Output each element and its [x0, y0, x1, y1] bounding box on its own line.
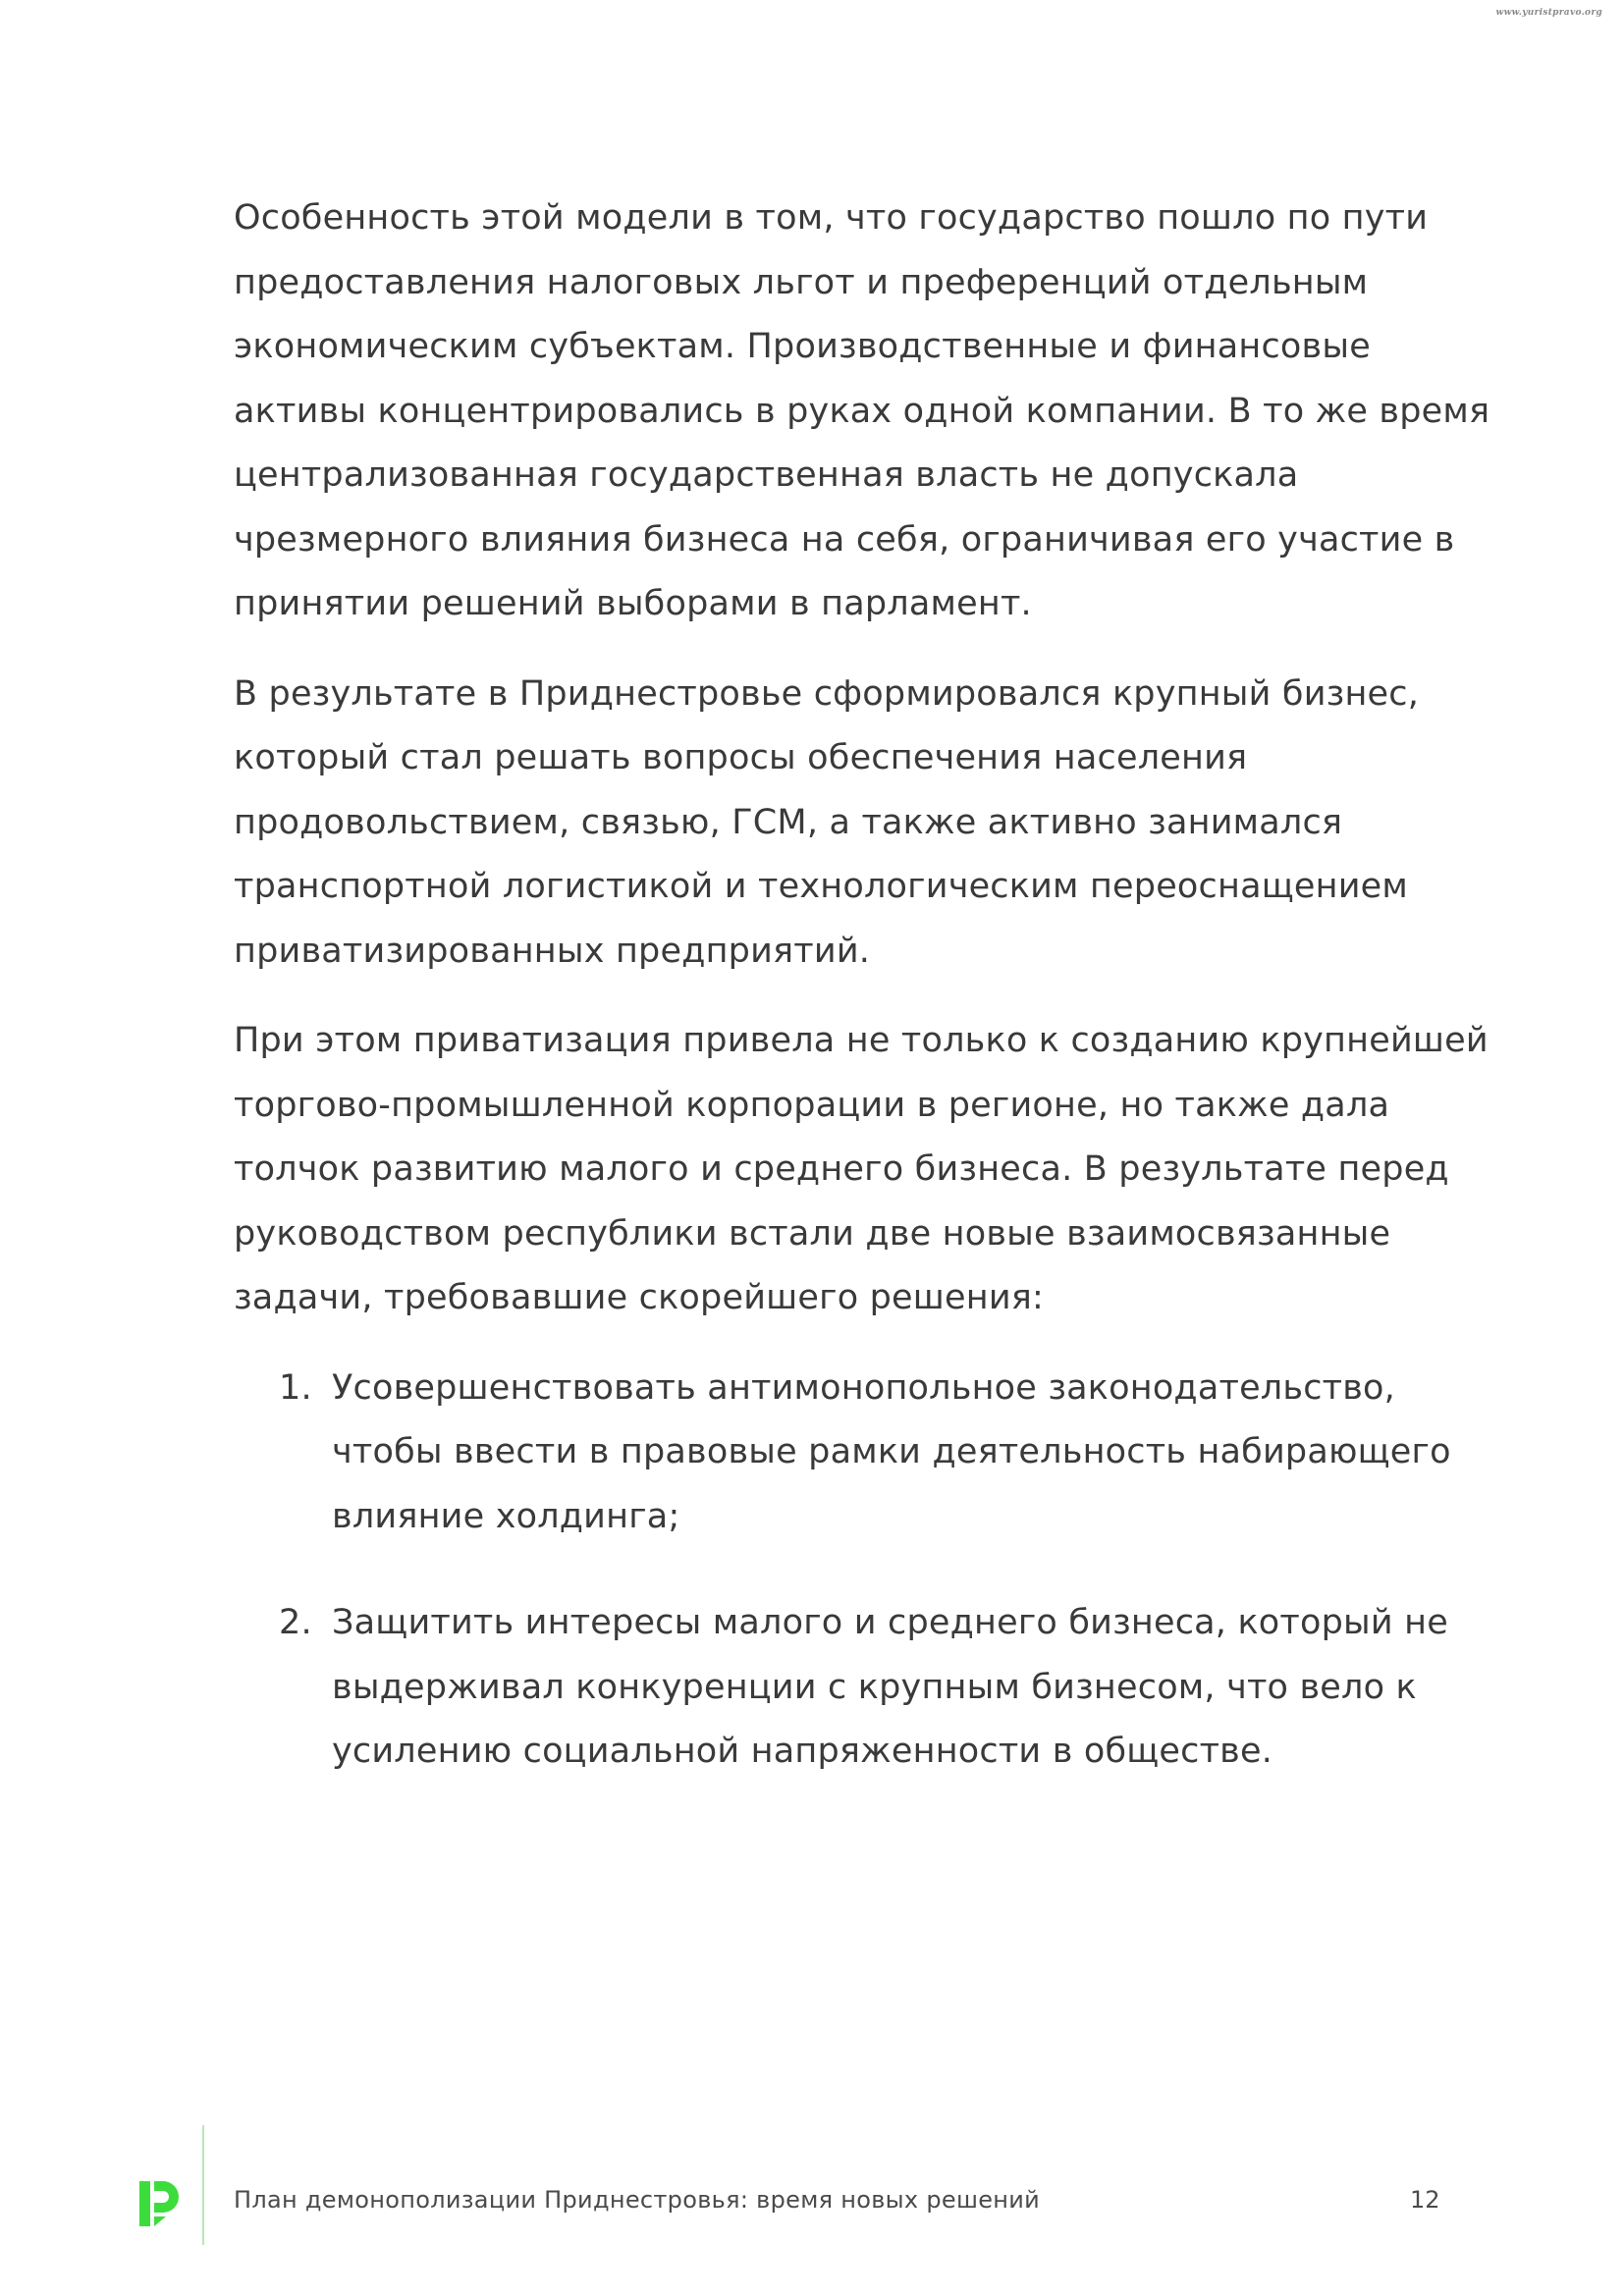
text-line: толчок развитию малого и среднего бизнеса. В результате перед	[234, 1149, 1449, 1189]
text-line: При этом приватизация привела не только к созданию крупнейшей	[234, 1021, 1489, 1060]
paragraph	[234, 1009, 1489, 1331]
text-line: торгово-промышленной корпорации в регионе, но также дала	[234, 1085, 1390, 1125]
text-line: который стал решать вопросы обеспечения населения	[234, 738, 1248, 777]
text-line: чрезмерного влияния бизнеса на себя, ограничивая его участие в	[234, 519, 1455, 560]
paragraph	[234, 663, 1451, 985]
text-line: экономическим субъектам. Производственные и финансовые	[234, 327, 1371, 366]
text-line: выдерживал конкуренции с крупным бизнесом, что вело к	[332, 1667, 1417, 1707]
list-item	[234, 1591, 1451, 1785]
paragraph	[234, 187, 1490, 637]
list-number: 2.	[279, 1603, 312, 1642]
text-line: продовольствием, связью, ГСМ, а также активно занимался	[234, 802, 1343, 842]
text-line: централизованная государственная власть не допускала	[234, 455, 1299, 495]
list-number: 1.	[279, 1367, 312, 1408]
text-line: руководством республики встали две новые взаимосвязанные	[234, 1213, 1391, 1254]
text-line: влияние холдинга;	[332, 1496, 680, 1536]
text-line: усилению социальной напряженности в обществе.	[332, 1732, 1273, 1771]
text-line: Защитить интересы малого и среднего бизнеса, который не	[332, 1603, 1448, 1642]
text-line: Усовершенствовать антимонопольное законодательство,	[332, 1367, 1395, 1408]
numbered-list	[234, 1357, 1451, 1785]
text-line: задачи, требовавшие скорейшего решения:	[234, 1278, 1045, 1317]
footer-document-title: План демонополизации Приднестровья: время новых решений	[234, 2186, 1041, 2214]
list-item	[234, 1357, 1451, 1550]
watermark: www.yuristpravo.org	[1495, 8, 1602, 18]
green-p-logo-icon	[139, 2181, 179, 2226]
footer-divider	[202, 2125, 204, 2245]
text-line: приватизированных предприятий.	[234, 931, 871, 971]
page-number: 12	[1410, 2186, 1440, 2214]
text-line: транспортной логистикой и технологическим переоснащением	[234, 867, 1408, 906]
text-line: активы концентрировались в руках одной компании. В то же время	[234, 391, 1490, 431]
text-line: В результате в Приднестровье сформировался крупный бизнес,	[234, 673, 1420, 714]
text-line: предоставления налоговых льгот и преференций отдельным	[234, 262, 1369, 302]
document-body	[234, 187, 1490, 1785]
text-line: Особенность этой модели в том, что государство пошло по пути	[234, 198, 1429, 238]
text-line: принятии решений выборами в парламент.	[234, 584, 1032, 623]
text-line: чтобы ввести в правовые рамки деятельность набирающего	[332, 1432, 1451, 1471]
